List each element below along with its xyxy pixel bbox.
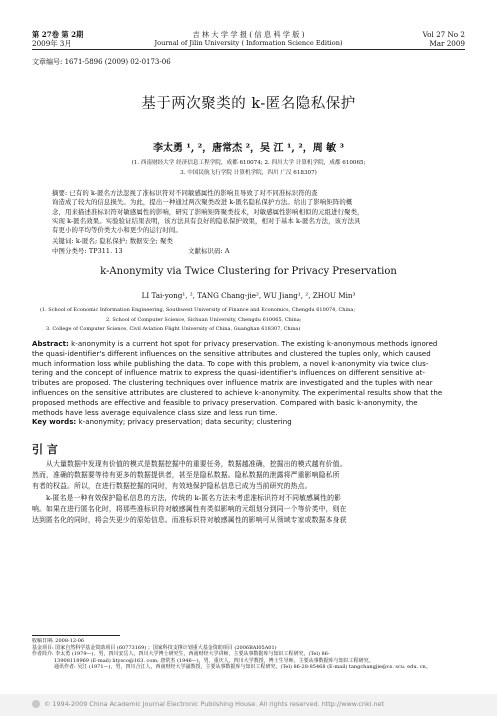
title-en: k-Anonymity via Twice Clustering for Privacy Preservation xyxy=(100,266,397,277)
abstract-cn-line: 实现 k-匿名效果。实验验证结果表明，该方法具有良好的隐私保护效果，相对于基本 k-匿名方法，该方法具 xyxy=(52,216,361,225)
footnote-author-bio-cont: 13908118969 (E-mail) litysco@163. com; 唐常杰 (1946—)，男，重庆人，四川大学教授，博士生导师，主要从事数据库与知识工程研究。 xyxy=(54,657,374,664)
article-number: 文章编号: 1671-5896 (2009) 02-0173-06 xyxy=(32,58,171,66)
abstract-cn-line: 有更小的平均等价类大小和更少的运行时间。 xyxy=(52,226,182,235)
footnote-funding: 基金项目: 国家自然科学基金资助项目 (60773169) ；国家科技支撑计划重大基金资助项目 (2006BAI05A01) xyxy=(32,644,277,651)
intro-line: 从大量数据中发现有价值的模式是数据挖掘中的重要任务，数据越准确，挖掘出的模式越有价值。 xyxy=(46,460,347,468)
header-date-en: Mar 2009 xyxy=(429,39,465,48)
footnotes xyxy=(32,638,465,671)
abstract-cn-line: 询造成了较大的信息损失。为此，提出一种通过两次聚类改进 k-匿名隐私保护方法。给出了影响矩阵的概 xyxy=(52,198,353,207)
keywords-en-label: Key words: xyxy=(32,418,77,427)
intro-line: 然而，准确的数据要等待有更多的数据提供者，甚至是隐私数据。隐私数据的泄露将严重影响隐私所 xyxy=(32,471,340,480)
keywords-en-text: k-anonymity; privacy preservation; data security; clustering xyxy=(78,418,292,427)
affiliation-en-line: 2. School of Computer Science, Sichuan University, Chengdu 610065, China; xyxy=(106,316,302,323)
header-journal-en: Journal of Jilin University ( Information Science Edition) xyxy=(154,39,343,47)
authors-cn: 李太勇 ¹, ²，唐常杰 ²，吴 江 ¹, ²，周 敏 ³ xyxy=(152,143,345,154)
footnote-corresponding: 通讯作者: 吴江 (1971—)，男，四川合江人，西南财经大学副教授，主要从事数据库与知识工程研究，(Tel) 86-28-85468 (E-mail) tangchangjie@cs. scu. edu. cn。 xyxy=(54,664,431,671)
intro-line: 有者的权益。所以，在进行数据挖掘的同时，有效地保护隐私信息已成为当前研究的热点。 xyxy=(32,482,312,491)
authors-en: LI Tai-yong¹, ², TANG Chang-jie², WU Jiang¹, ², ZHOU Min³ xyxy=(141,291,356,300)
footnote-received: 收稿日期: 2008-12-06 xyxy=(32,638,85,644)
abstract-cn xyxy=(52,189,444,235)
abstract-en xyxy=(32,340,465,428)
abstract-en-label: Abstract: xyxy=(32,340,69,348)
affiliations-cn xyxy=(32,158,465,178)
footnote-author-bio: 作者简介: 李太勇 (1979—)，男，四川安岳人，四川大学博士研究生，西南财经大学讲师，主要从事数据库与知识工程研究，(Tel) 86- xyxy=(32,651,330,658)
abstract-en-line: much information loss while publishing the data. To cope with this problem, a novel k-anonymity via twice clus- xyxy=(32,359,429,368)
section-heading-introduction: 引 言 xyxy=(32,443,58,456)
intro-line: k-匿名是一种有效保护隐私信息的方法，传统的 k-匿名方法未考虑准标识符对不同敏感属性的影 xyxy=(46,493,342,502)
header-rule xyxy=(32,49,465,50)
header-volume-en: Vol 27 No 2 xyxy=(422,30,465,39)
copyright-footer xyxy=(32,700,384,708)
abstract-en-line: methods have less average equivalence class size and less run time. xyxy=(32,408,278,417)
abstract-en-line: the quasi-identifier's different influences on the sensitive attributes and clustered the tuples only, which caused xyxy=(32,349,431,358)
affiliations-en xyxy=(40,306,460,335)
intro-body xyxy=(32,459,465,526)
abstract-en-line: proposed methods are effective and feasible to privacy preservation. Compared with basic k-anonymity, the xyxy=(32,398,418,407)
affiliation-cn-line: (1. 西南财经大学 经济信息工程学院，成都 610074; 2. 四川大学 计算机学院，成都 610065; xyxy=(131,160,366,166)
abstract-en-line: tributes are proposed. The clustering techniques over influence matrix are investigated and the tuples with near xyxy=(32,379,433,388)
cnki-logo-icon xyxy=(32,700,40,708)
affiliation-en-line: (1. School of Economic Information Engineering, Southwest University of Finance and Economics, Chengdu 610074, China; xyxy=(40,307,356,313)
abstract-en-line: k-anonymity is a current hot spot for privacy preservation. The existing k-anonymous methods ignored xyxy=(71,340,438,348)
title-cn: 基于两次聚类的 k-匿名隐私保护 xyxy=(141,96,356,112)
header-journal-cn: 吉 林 大 学 学 报 ( 信 息 科 学 版 ) xyxy=(192,30,305,39)
intro-line: 达到匿名化的同时，将会失更少的原始信息。而准标识符对敏感属性的影响可从领域专家或数据本身获 xyxy=(32,516,347,525)
keywords-cn: 关键词: k-匿名; 隐私保护; 数据安全; 聚类 xyxy=(52,237,174,245)
header-date-cn: 2009年 3月 xyxy=(32,39,72,48)
clc-number-cn: 中图分类号: TP311. 13 xyxy=(52,247,123,255)
footnote-rule xyxy=(32,635,120,636)
abstract-en-line: tering and the concept of influence matrix to express the quasi-identifier's influences on different sensitive at- xyxy=(32,369,425,378)
affiliation-en-line: 3. College of Computer Science, Civil Aviation Flight University of China, Guanghan 618307, China) xyxy=(46,326,301,332)
abstract-cn-line: 念，用来描述准标识符对敏感属性的影响，研究了影响矩阵聚类技术，对敏感属性影响相似的元组进行聚类， xyxy=(52,207,364,216)
abstract-en-line: influences on the sensitive attributes are clustered to achieve k-anonymity. The experimental results show that the xyxy=(32,388,443,397)
abstract-cn-line: 摘要: 已有的 k-匿名方法忽视了准标识符对不同敏感属性的影响且导致了对不同准标识符的查 xyxy=(52,189,318,197)
header-volume-cn: 第 27卷 第 2期 xyxy=(32,30,84,39)
copyright-text: © 1994-2009 China Academic Journal Electronic Publishing House. All rights reserved. http://www.cnki.net xyxy=(44,700,384,708)
affiliation-cn-line: 3. 中国民航飞行学院 计算机学院，四川 广汉 618307) xyxy=(180,170,317,176)
intro-line: 响。如果在进行匿名化时，将那些准标识符对敏感属性有类似影响的元组划分到同一个等价类中，则在 xyxy=(32,504,347,513)
document-code-cn: 文献标识码: A xyxy=(188,247,230,255)
